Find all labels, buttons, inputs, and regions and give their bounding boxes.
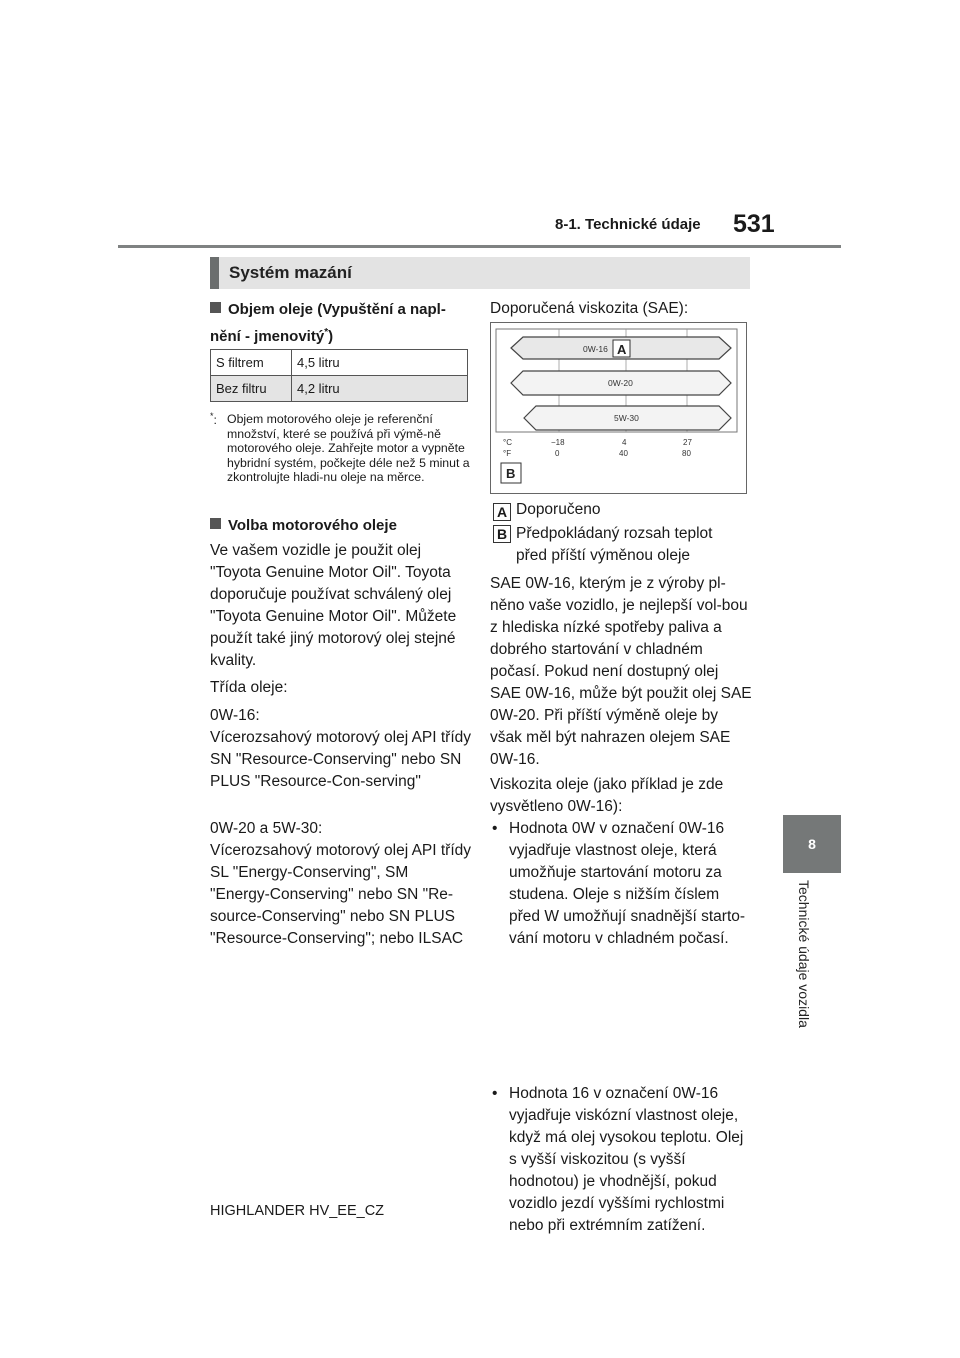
square-bullet-icon (210, 518, 221, 529)
para-viscosity: Viskozita oleje (jako příklad je zde vysvětleno 0W-16): (490, 776, 724, 815)
viscosity-chart (490, 322, 747, 494)
bar-label-0w20: 0W-20 (608, 378, 633, 388)
legend-tag-a: A (493, 503, 511, 521)
bullet-item: • Hodnota 16 v označení 0W-16 vyjadřuje viskózní vlastnost oleje, když má olej vysokou teplotu. Olej s vyšší viskozitou (s vyšší hodnotou) je vhodnější, pokud vozidlo jezdí vyššími rychlostmi nebo při extrémním zatížení. (490, 1083, 752, 1237)
page-number: 531 (733, 210, 775, 238)
para-sae-0w16: SAE 0W-16, kterým je z výroby pl-něno vaše vozidlo, je nejlepší vol-bou z hlediska nízké spotřeby paliva a dobrého startování v chladném počasí. Pokud není dostupný olej SAE 0W-16, může být použit olej SAE 0W-20. Při příští výměně oleje by však měl být nahrazen olejem SAE 0W-16. (490, 575, 752, 768)
footnote-sep: : (213, 413, 217, 428)
table-cell-label: Bez filtru (211, 376, 292, 402)
axis-unit-c: °C (503, 438, 512, 447)
section-header: 8-1. Technické údaje (555, 216, 701, 233)
axis-unit-f: °F (503, 449, 512, 458)
section-banner (210, 257, 750, 289)
legend-text-b: Předpokládaný rozsah teplot před příští výměnou oleje (516, 525, 713, 564)
footnote (210, 412, 472, 485)
table-cell-value: 4,2 litru (292, 376, 468, 402)
oil-capacity-heading-text: Objem oleje (Vypuštění a napl- nění - jmenovitý (210, 301, 446, 345)
footer-model: HIGHLANDER HV_EE_CZ (210, 1203, 385, 1219)
para-oil-used: Ve vašem vozidle je použit olej "Toyota Genuine Motor Oil". Toyota doporučuje používat schválený olej "Toyota Genuine Motor Oil". Můžete použít také jiný motorový olej stejné kvality. (210, 542, 457, 669)
section-title: Systém mazání (229, 263, 352, 282)
table-row (211, 376, 468, 402)
table-row (211, 350, 468, 376)
tick-c-1: −18 (551, 438, 565, 447)
legend-b (493, 523, 753, 567)
tick-c-3: 27 (683, 438, 692, 447)
heading-close-paren: ) (328, 328, 334, 345)
legend-tag-b: B (493, 525, 511, 543)
legend-a (493, 499, 600, 521)
table-cell-label: S filtrem (211, 350, 292, 376)
viscosity-chart-svg (491, 323, 746, 493)
tick-f-1: 0 (555, 449, 560, 458)
oil-capacity-heading (210, 298, 480, 348)
bullet-item: • Hodnota 0W v označení 0W-16 vyjadřuje vlastnost oleje, která umožňuje startování motoru za studena. Oleje s nižším číslem před W umožňují snadnější starto-vání motoru v chladném počasí. (490, 818, 752, 950)
footnote-mark-wrap (210, 409, 217, 428)
chapter-title-vertical: Technické údaje vozidla (796, 880, 812, 1028)
marker-a: A (617, 342, 627, 357)
marker-b: B (506, 466, 516, 481)
square-bullet-icon (210, 302, 221, 313)
footnote-mark: * (210, 411, 214, 421)
oil-selection-heading-text: Volba motorového oleje (228, 517, 397, 534)
para-0w20-5w30: 0W-20 a 5W-30: Vícerozsahový motorový olej API třídy SL "Energy-Conserving", SM "Energy-Conserving" nebo SN "Re-source-Conserving" nebo SN PLUS "Resource-Conserving"; nebo ILSAC (210, 820, 472, 947)
header-rule (118, 245, 841, 248)
legend-text-a: Doporučeno (516, 501, 601, 518)
para-0w16: 0W-16: Vícerozsahový motorový olej API třídy SN "Resource-Conserving" nebo SN PLUS "Resource-Con-serving" (210, 707, 472, 790)
tick-f-2: 40 (619, 449, 628, 458)
tick-c-2: 4 (622, 438, 627, 447)
bar-label-0w16: 0W-16 (583, 344, 608, 354)
chapter-tab: 8 (783, 815, 841, 873)
bar-label-5w30: 5W-30 (614, 413, 639, 423)
footnote-text: Objem motorového oleje je referenční množství, které se používá při výmě-ně motorového oleje. Zahřejte motor a vypněte hybridní systém, počkejte déle než 5 minut a zkontrolujte hladi-nu oleje na měrce. (227, 412, 470, 484)
oil-selection-heading (210, 514, 397, 537)
chart-caption: Doporučená viskozita (SAE): (490, 300, 689, 317)
table-cell-value: 4,5 litru (292, 350, 468, 376)
oil-capacity-table (210, 349, 468, 402)
footnote-ref: * (324, 327, 329, 338)
tick-f-3: 80 (682, 449, 691, 458)
para-oil-class: Třída oleje: (210, 679, 288, 696)
